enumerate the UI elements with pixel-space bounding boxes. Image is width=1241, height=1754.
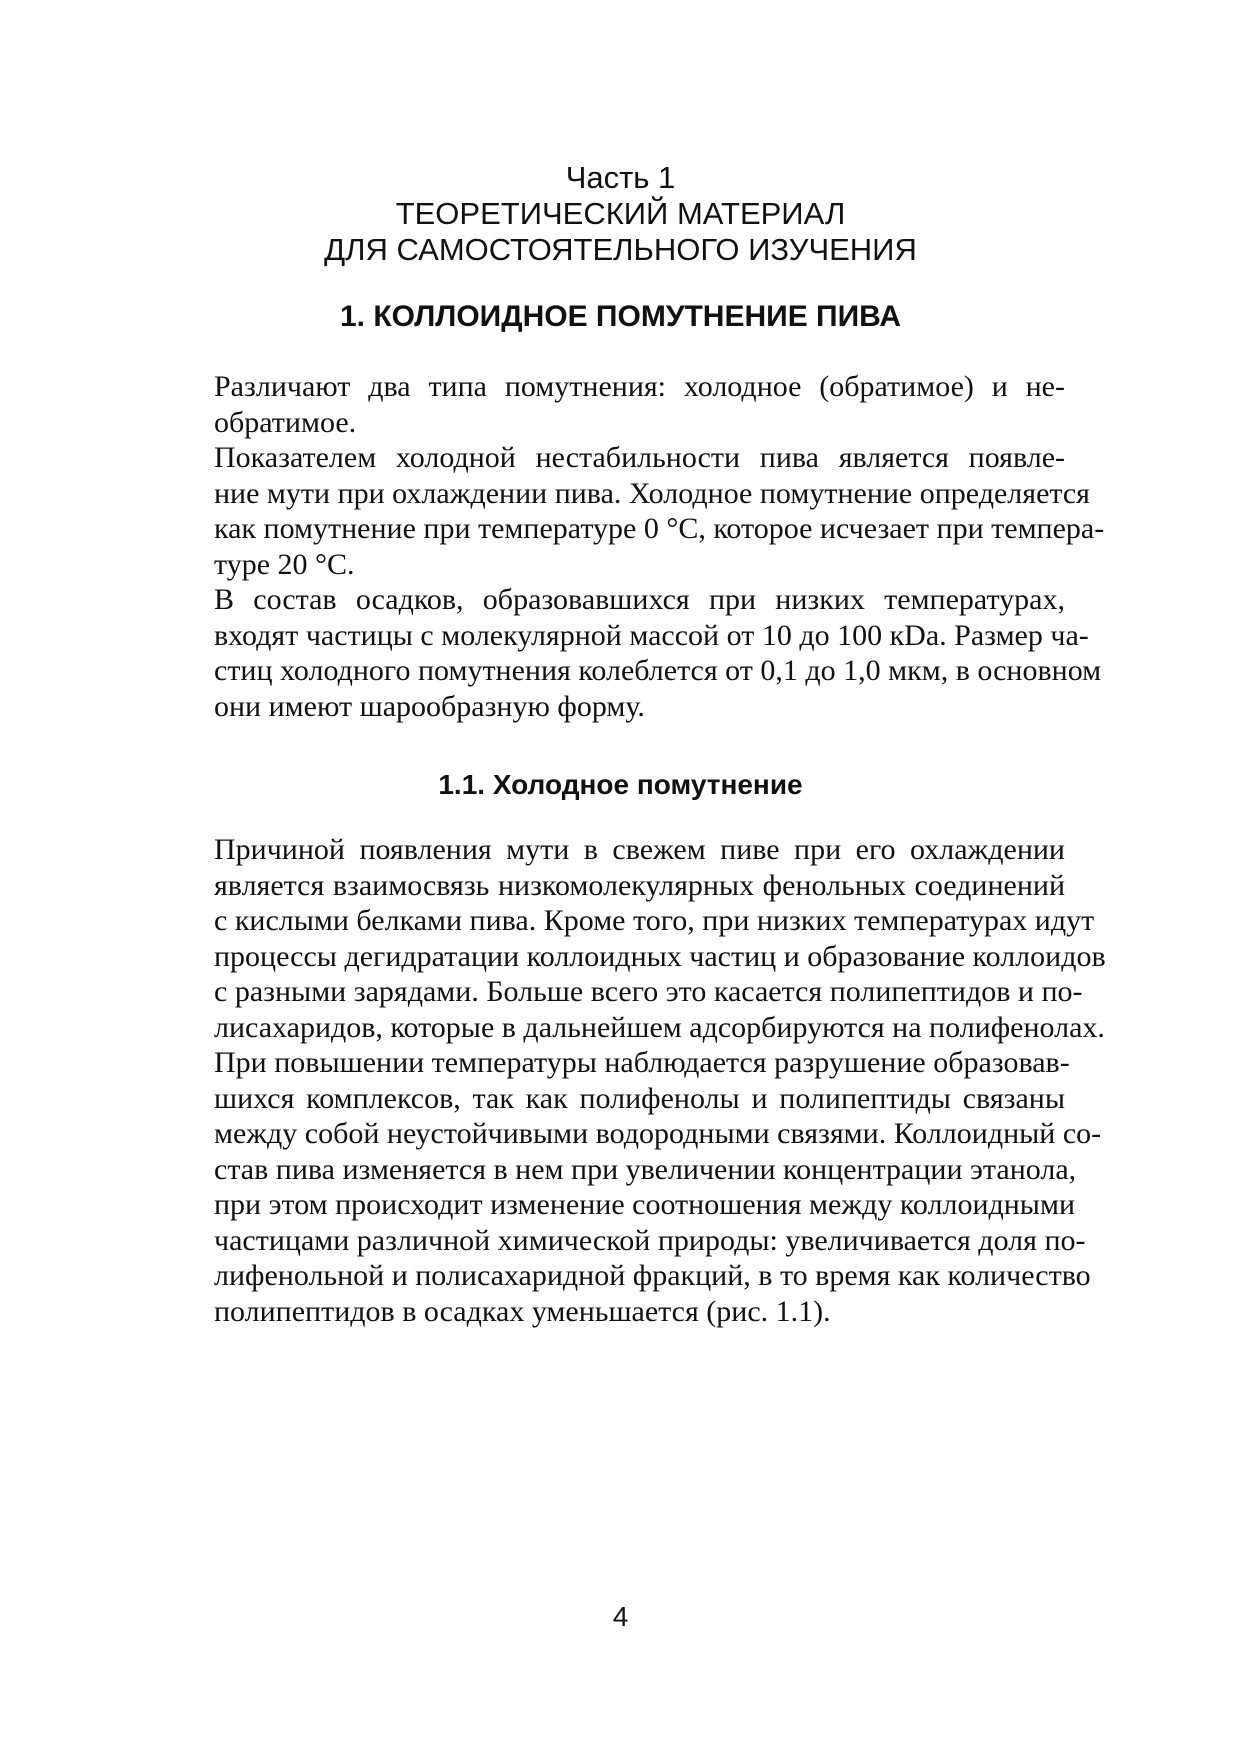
- text-line: они имеют шарообразную форму.: [214, 689, 645, 723]
- text-line: Показателем холодной нестабильности пива является появле-: [214, 441, 1065, 474]
- text-line: частицами различной химической природы: увеличивается доля по-: [214, 1223, 1086, 1257]
- paragraph: [124, 440, 1105, 582]
- part-header: [0, 160, 1241, 268]
- text-line: лисахаридов, которые в дальнейшем адсорбируются на полифенолах.: [214, 1010, 1105, 1044]
- text-line: является взаимосвязь низкомолекулярных фенольных соединений: [214, 868, 1065, 902]
- text-line: В состав осадков, образовавшихся при низких температурах,: [214, 583, 1065, 616]
- text-line: шихся комплексов, так как полифенолы и полипептиды связаны: [214, 1081, 1065, 1115]
- text-line: стиц холодного помутнения колеблется от 0,1 до 1,0 мкм, в основном: [214, 654, 1102, 687]
- text-line: Различают два типа помутнения: холодное (обратимое) и не-: [214, 370, 1065, 403]
- text-line: обратимое.: [214, 405, 357, 439]
- text-line: как помутнение при температуре 0 °С, которое исчезает при темпера-: [214, 512, 1105, 545]
- subsection-heading: 1.1. Холодное помутнение: [438, 769, 803, 800]
- text-line: с разными зарядами. Больше всего это касается полипептидов и по-: [214, 975, 1083, 1008]
- text-line: с кислыми белками пива. Кроме того, при низких температурах идут: [214, 904, 1095, 937]
- text-line: туре 20 °С.: [214, 547, 355, 581]
- text-line: входят частицы с молекулярной массой от 10 до 100 кDa. Размер ча-: [214, 618, 1089, 652]
- text-line: при этом происходит изменение соотношения между коллоидными: [214, 1188, 1076, 1221]
- text-line: При повышении температуры наблюдается разрушение образовав-: [214, 1046, 1070, 1079]
- section-heading: 1. КОЛЛОИДНОЕ ПОМУТНЕНИЕ ПИВА: [339, 300, 902, 333]
- text-line: между собой неустойчивыми водородными связями. Коллоидный со-: [214, 1117, 1102, 1150]
- subsection-body: [124, 832, 1106, 1329]
- text-line: Причиной появления мути в свежем пиве при его охлаждении: [214, 833, 1065, 866]
- paragraph: [124, 582, 1102, 724]
- paragraph: [124, 369, 1065, 440]
- paragraph: [124, 832, 1106, 1329]
- part-title-line-1: ТЕОРЕТИЧЕСКИЙ МАТЕРИАЛ: [395, 196, 846, 231]
- section-body: [124, 369, 1105, 724]
- text-line: процессы дегидратации коллоидных частиц и образование коллоидов: [214, 939, 1106, 973]
- part-title-line-2: ДЛЯ САМОСТОЯТЕЛЬНОГО ИЗУЧЕНИЯ: [324, 232, 917, 267]
- text-line: ние мути при охлаждении пива. Холодное помутнение определяется: [214, 476, 1090, 510]
- text-line: лифенольной и полисахаридной фракций, в то время как количество: [214, 1259, 1091, 1292]
- page-number: 4: [612, 1601, 629, 1632]
- text-line: полипептидов в осадках уменьшается (рис. 1.1).: [214, 1294, 831, 1328]
- part-label: Часть 1: [565, 160, 676, 195]
- text-line: став пива изменяется в нем при увеличении концентрации этанола,: [214, 1152, 1077, 1186]
